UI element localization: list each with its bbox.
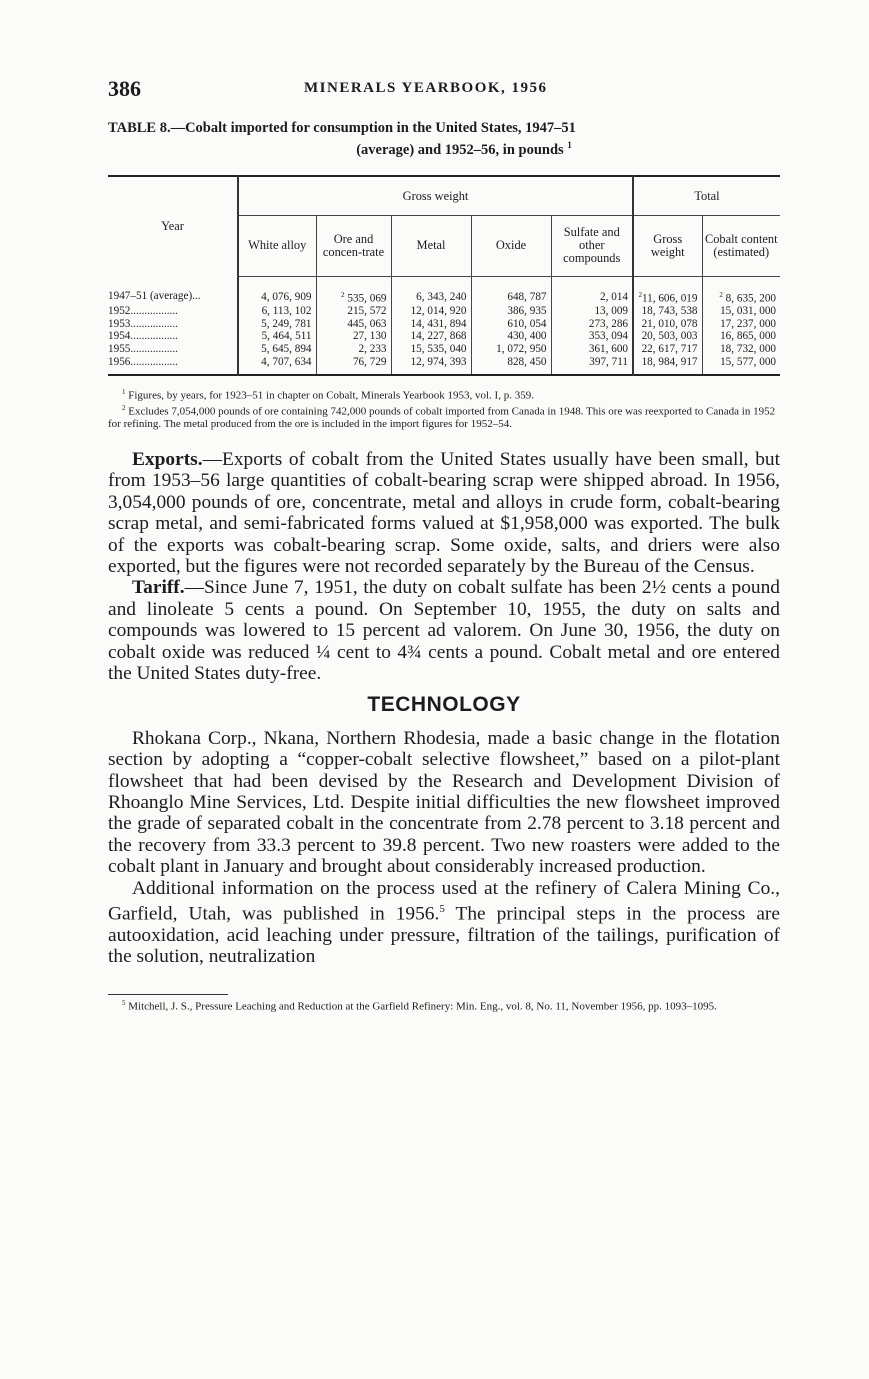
cell-year: 1956.................	[108, 355, 178, 368]
cell-sulfate: 361, 600	[551, 343, 633, 356]
tariff-text: —Since June 7, 1951, the duty on cobalt sulfate has been 2½ cents a pound and linoleate 5 cents a pound. On September 10, 1955, the duty on salts and compounds was lowered to 15 percent ad valorem. On June 30, 1956, the duty on cobalt oxide was reduced ¼ cent to 4¾ cents a pound. Cobalt metal and ore entered the United States duty-free.	[108, 577, 780, 684]
tariff-paragraph	[108, 577, 780, 684]
page-footnote	[108, 997, 780, 1013]
cell-oxide: 828, 450	[471, 356, 551, 376]
cell-year: 1955.................	[108, 342, 178, 355]
cell-ore-value: 535, 069	[347, 292, 387, 305]
table-footnotes	[108, 386, 780, 431]
running-title: MINERALS YEARBOOK, 1956	[304, 80, 548, 96]
cell-gross: 18, 984, 917	[633, 356, 702, 376]
page-footnotes	[108, 997, 780, 1013]
caption-footnote-mark: 1	[567, 140, 572, 150]
footnote-mark: 2	[341, 290, 345, 299]
table-caption	[108, 120, 780, 159]
footnote-mark: 2	[122, 404, 126, 413]
cell-white-alloy: 5, 249, 781	[238, 318, 316, 331]
col-header-gross-weight: Gross weight	[633, 215, 702, 276]
cell-cobalt: 17, 237, 000	[702, 318, 780, 331]
cell-metal: 14, 431, 894	[391, 318, 471, 331]
table-caption-line2-wrap	[108, 137, 780, 159]
running-head	[108, 76, 780, 106]
cell-sulfate: 13, 009	[551, 305, 633, 318]
cell-gross: 20, 503, 003	[633, 330, 702, 343]
cell-white-alloy: 5, 645, 894	[238, 343, 316, 356]
exports-paragraph	[108, 449, 780, 577]
body-text	[108, 449, 780, 968]
cell-ore: 27, 130	[316, 330, 391, 343]
col-header-white-alloy: White alloy	[238, 215, 316, 276]
cell-oxide: 1, 072, 950	[471, 343, 551, 356]
cell-metal: 6, 343, 240	[391, 276, 471, 305]
exports-heading: Exports.	[132, 448, 203, 470]
cell-gross: 18, 743, 538	[633, 305, 702, 318]
cell-white-alloy: 5, 464, 511	[238, 330, 316, 343]
page-content	[108, 76, 780, 1013]
cell-oxide: 648, 787	[471, 276, 551, 305]
col-header-year: Year	[161, 219, 184, 234]
section-heading: TECHNOLOGY	[367, 693, 521, 717]
cell-ore	[316, 276, 391, 305]
table-row	[108, 318, 780, 331]
cell-ore: 2, 233	[316, 343, 391, 356]
cell-year: 1954.................	[108, 330, 178, 343]
cell-cobalt: 15, 031, 000	[702, 305, 780, 318]
table-footnote	[108, 386, 780, 402]
cell-year: 1952.................	[108, 305, 178, 318]
footnote-text: Excludes 7,054,000 pounds of ore containing 742,000 pounds of cobalt imported from Canada in 1948. This ore was reexported to Canada in 1952 for refining. The metal produced from the ore is included in the import figures for 1952–54.	[108, 405, 776, 431]
cell-metal: 14, 227, 868	[391, 330, 471, 343]
table-row	[108, 343, 780, 356]
cell-year: 1947–51 (average)...	[108, 290, 201, 303]
exports-text: —Exports of cobalt from the United States usually have been small, but from 1953–56 large quantities of cobalt-bearing scrap were shipped abroad. In 1956, 3,054,000 pounds of ore, concentrate, metal and alloys in crude form, cobalt-bearing scrap metal, and semi-fabricated forms valued at $1,958,000 was exported. The bulk of the exports was cobalt-bearing scrap. Some oxide, salts, and driers were also exported, but the figures were not recorded separately by the Bureau of the Census.	[108, 448, 780, 577]
cell-cobalt	[702, 276, 780, 305]
cell-ore: 76, 729	[316, 356, 391, 376]
cell-year: 1953.................	[108, 317, 178, 330]
col-header-oxide: Oxide	[471, 215, 551, 276]
footnote-mark: 2	[719, 290, 723, 299]
cell-sulfate: 273, 286	[551, 318, 633, 331]
para2-text-b: The principal steps in the process are autooxidation, acid leaching under pressure, filtration of the tailings, purification of the solution, neutralization	[108, 903, 781, 968]
cell-cobalt-value: 8, 635, 200	[725, 292, 776, 305]
col-header-sulfate: Sulfate and other compounds	[551, 215, 633, 276]
col-header-cobalt-content: Cobalt content (estimated)	[702, 215, 780, 276]
cell-cobalt: 16, 865, 000	[702, 330, 780, 343]
cell-oxide: 430, 400	[471, 330, 551, 343]
table-footnote	[108, 402, 780, 431]
footnote-mark: 1	[122, 388, 126, 397]
table-caption-line1: TABLE 8.—Cobalt imported for consumption in the United States, 1947–51	[108, 120, 576, 136]
technology-paragraph-1: Rhokana Corp., Nkana, Northern Rhodesia, made a basic change in the flotation section by adopting a “copper-cobalt selective flowsheet,” based on a pilot-plant flowsheet that had been devised by the Research and Development Division of Rhoanglo Mine Services, Ltd. Despite initial difficulties the new flowsheet improved the grade of separated cobalt in the concentrate from 2.78 percent to 3.18 percent and the recovery from 33.3 percent to 39.8 percent. Two new roasters were added to the cobalt plant in January and brought about considerably increased production.	[108, 727, 780, 878]
cell-gross	[633, 276, 702, 305]
cell-gross-value: 11, 606, 019	[641, 292, 698, 305]
col-header-metal: Metal	[391, 215, 471, 276]
footnote-divider	[108, 994, 228, 995]
cell-oxide: 610, 054	[471, 318, 551, 331]
footnote-mark: 2	[638, 290, 642, 299]
col-group-total: Total	[633, 176, 780, 216]
cell-gross: 22, 617, 717	[633, 343, 702, 356]
cell-oxide: 386, 935	[471, 305, 551, 318]
cobalt-imports-table	[108, 175, 780, 376]
cell-metal: 12, 974, 393	[391, 356, 471, 376]
cell-white-alloy: 4, 076, 909	[238, 276, 316, 305]
cell-cobalt: 18, 732, 000	[702, 343, 780, 356]
col-group-gross-weight: Gross weight	[238, 176, 633, 216]
cell-white-alloy: 4, 707, 634	[238, 356, 316, 376]
table-caption-line2: (average) and 1952–56, in pounds	[356, 141, 564, 158]
cell-sulfate: 397, 711	[551, 356, 633, 376]
table-row	[108, 330, 780, 343]
table-row	[108, 276, 780, 305]
cell-sulfate: 353, 094	[551, 330, 633, 343]
cell-metal: 12, 014, 920	[391, 305, 471, 318]
cell-white-alloy: 6, 113, 102	[238, 305, 316, 318]
technology-paragraph-2	[108, 878, 780, 968]
cell-ore: 445, 063	[316, 318, 391, 331]
footnote-text: Mitchell, J. S., Pressure Leaching and Reduction at the Garfield Refinery: Min. Eng., vol. 8, No. 11, November 1956, pp. 1093–1095.	[128, 1000, 717, 1013]
cell-cobalt: 15, 577, 000	[702, 356, 780, 376]
footnote-mark: 5	[122, 998, 126, 1007]
col-header-ore: Ore and concen-trate	[316, 215, 391, 276]
tariff-heading: Tariff.	[132, 577, 185, 599]
cell-sulfate: 2, 014	[551, 276, 633, 305]
footnote-ref: 5	[439, 903, 445, 916]
table-row	[108, 356, 780, 376]
para2-text-a: Additional information on the process used at the refinery of Calera Mining Co., Garfield, Utah, was published in 1956.	[108, 877, 780, 925]
footnote-text: Figures, by years, for 1923–51 in chapter on Cobalt, Minerals Yearbook 1953, vol. I, p. 359.	[128, 389, 534, 402]
cell-metal: 15, 535, 040	[391, 343, 471, 356]
cell-gross: 21, 010, 078	[633, 318, 702, 331]
page-number: 386	[108, 76, 141, 101]
cell-ore: 215, 572	[316, 305, 391, 318]
table-row	[108, 305, 780, 318]
